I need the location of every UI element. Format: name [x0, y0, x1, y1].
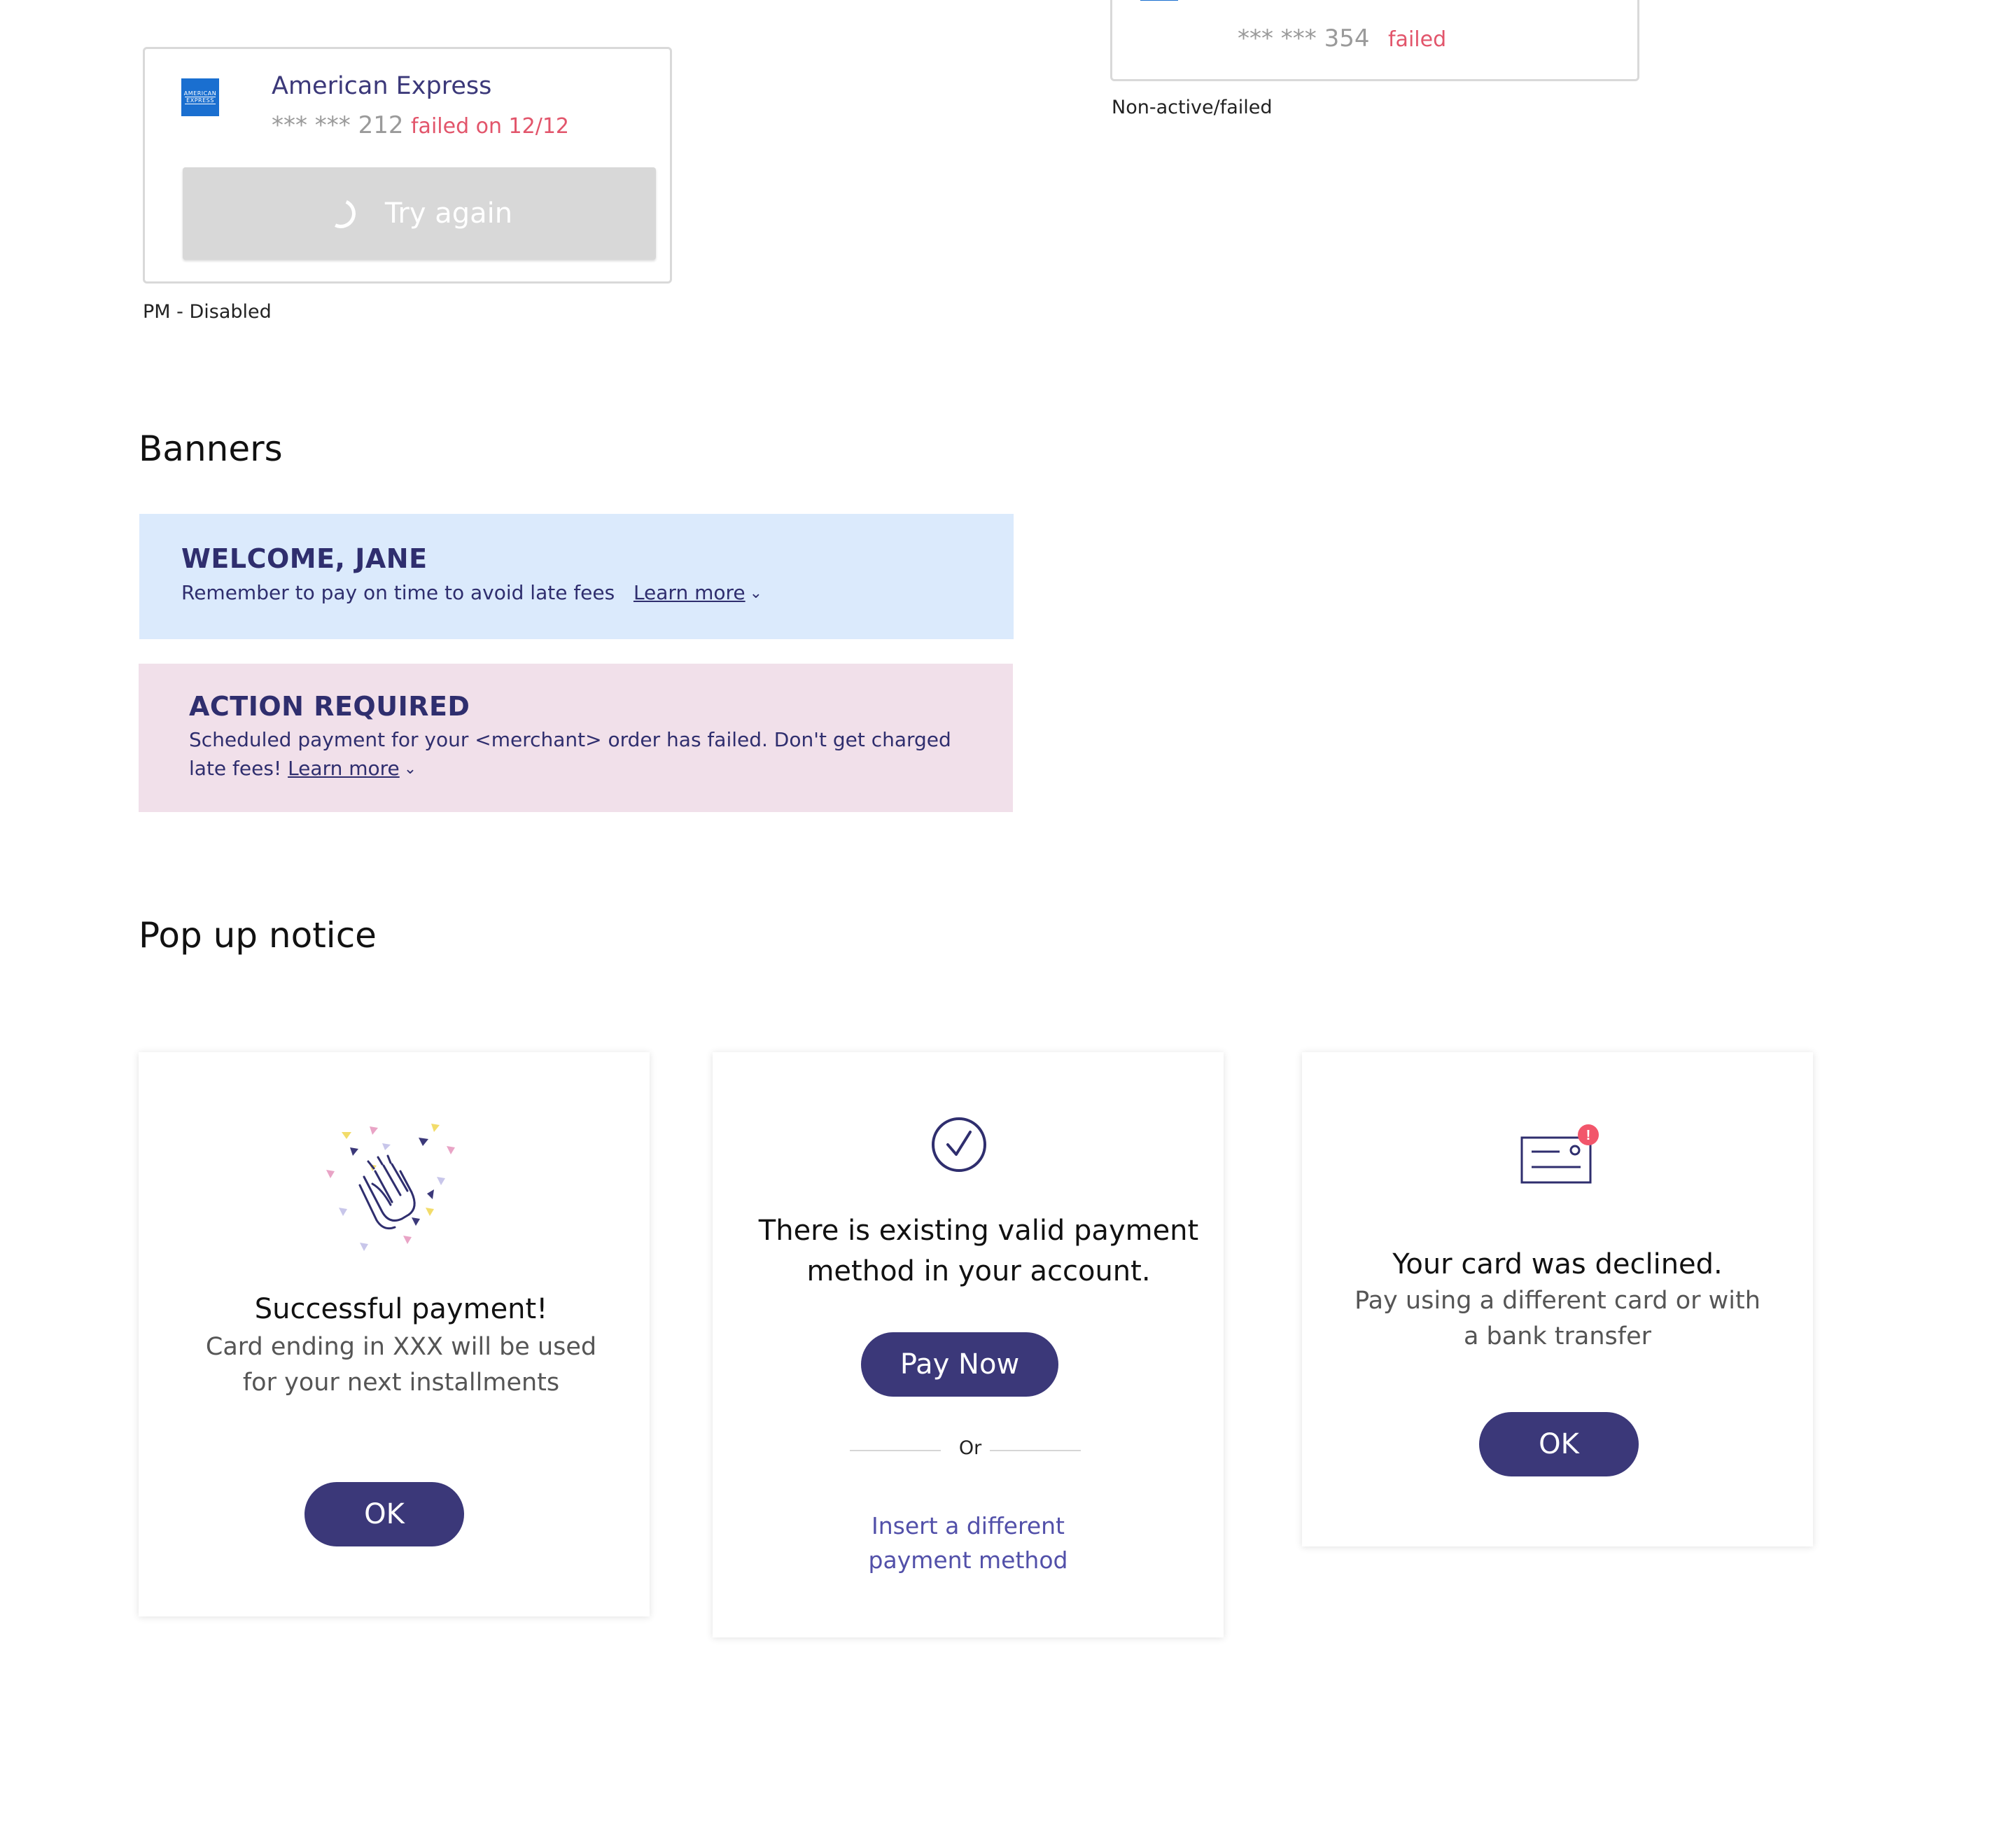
card-number: *** *** 354: [1238, 25, 1370, 53]
card-number: *** *** 212: [272, 111, 404, 139]
pm-caption-failed: Non-active/failed: [1112, 97, 1273, 118]
amex-logo-icon: [1140, 0, 1178, 1]
ok-button[interactable]: OK: [1479, 1412, 1639, 1476]
learn-more-link[interactable]: Learn more: [288, 757, 400, 780]
or-separator: Or: [958, 1437, 982, 1459]
chevron-down-icon[interactable]: ⌄: [403, 760, 417, 778]
banner-action-required: [139, 664, 1013, 812]
card-alert-icon: [1516, 1122, 1607, 1189]
pay-now-button[interactable]: Pay Now: [861, 1332, 1058, 1397]
popup-success: [139, 1052, 650, 1616]
banner-text: Remember to pay on time to avoid late fees Learn more ⌄: [181, 578, 762, 608]
try-again-label: Try again: [384, 197, 513, 230]
popup-title: Successful payment!: [254, 1293, 548, 1325]
divider-right: [990, 1450, 1081, 1451]
check-circle-icon: [930, 1115, 988, 1174]
banner-welcome: [139, 514, 1014, 639]
chevron-down-icon[interactable]: ⌄: [749, 585, 763, 602]
card-brand: American Express: [272, 72, 492, 100]
section-title-banners: Banners: [139, 428, 283, 469]
banner-title: WELCOME, JANE: [181, 543, 428, 574]
amex-logo-icon: AMERICAN EXPRESS: [181, 78, 219, 116]
popup-title: There is existing valid payment method in your account.: [758, 1215, 1199, 1287]
pm-caption-disabled: PM - Disabled: [143, 301, 272, 323]
popup-existing-method: [713, 1052, 1224, 1637]
banner-text: Scheduled payment for your <merchant> order has failed. Don't get charged late fees! Learn more ⌄: [189, 725, 966, 783]
divider-left: [850, 1450, 941, 1451]
ok-button[interactable]: OK: [304, 1482, 464, 1546]
popup-declined: [1302, 1052, 1813, 1546]
card-status: failed on 12/12: [411, 114, 570, 139]
try-again-button[interactable]: [183, 167, 656, 260]
section-title-popups: Pop up notice: [139, 915, 377, 956]
loading-spinner-icon: [322, 195, 360, 232]
popup-title: Your card was declined.: [1392, 1248, 1723, 1280]
pm-card-disabled: [143, 47, 672, 284]
popup-text: Card ending in XXX will be used for your next installments: [205, 1333, 597, 1397]
pm-card-failed[interactable]: [1110, 0, 1639, 81]
insert-different-method-link[interactable]: Insert a different payment method: [868, 1512, 1068, 1574]
clapping-hands-icon: [314, 1122, 475, 1255]
learn-more-link[interactable]: Learn more: [633, 581, 746, 604]
svg-text:!: !: [1586, 1128, 1591, 1143]
card-status: failed: [1388, 27, 1447, 52]
banner-title: ACTION REQUIRED: [189, 691, 470, 722]
popup-text: Pay using a different card or with a bank transfer: [1354, 1287, 1760, 1350]
